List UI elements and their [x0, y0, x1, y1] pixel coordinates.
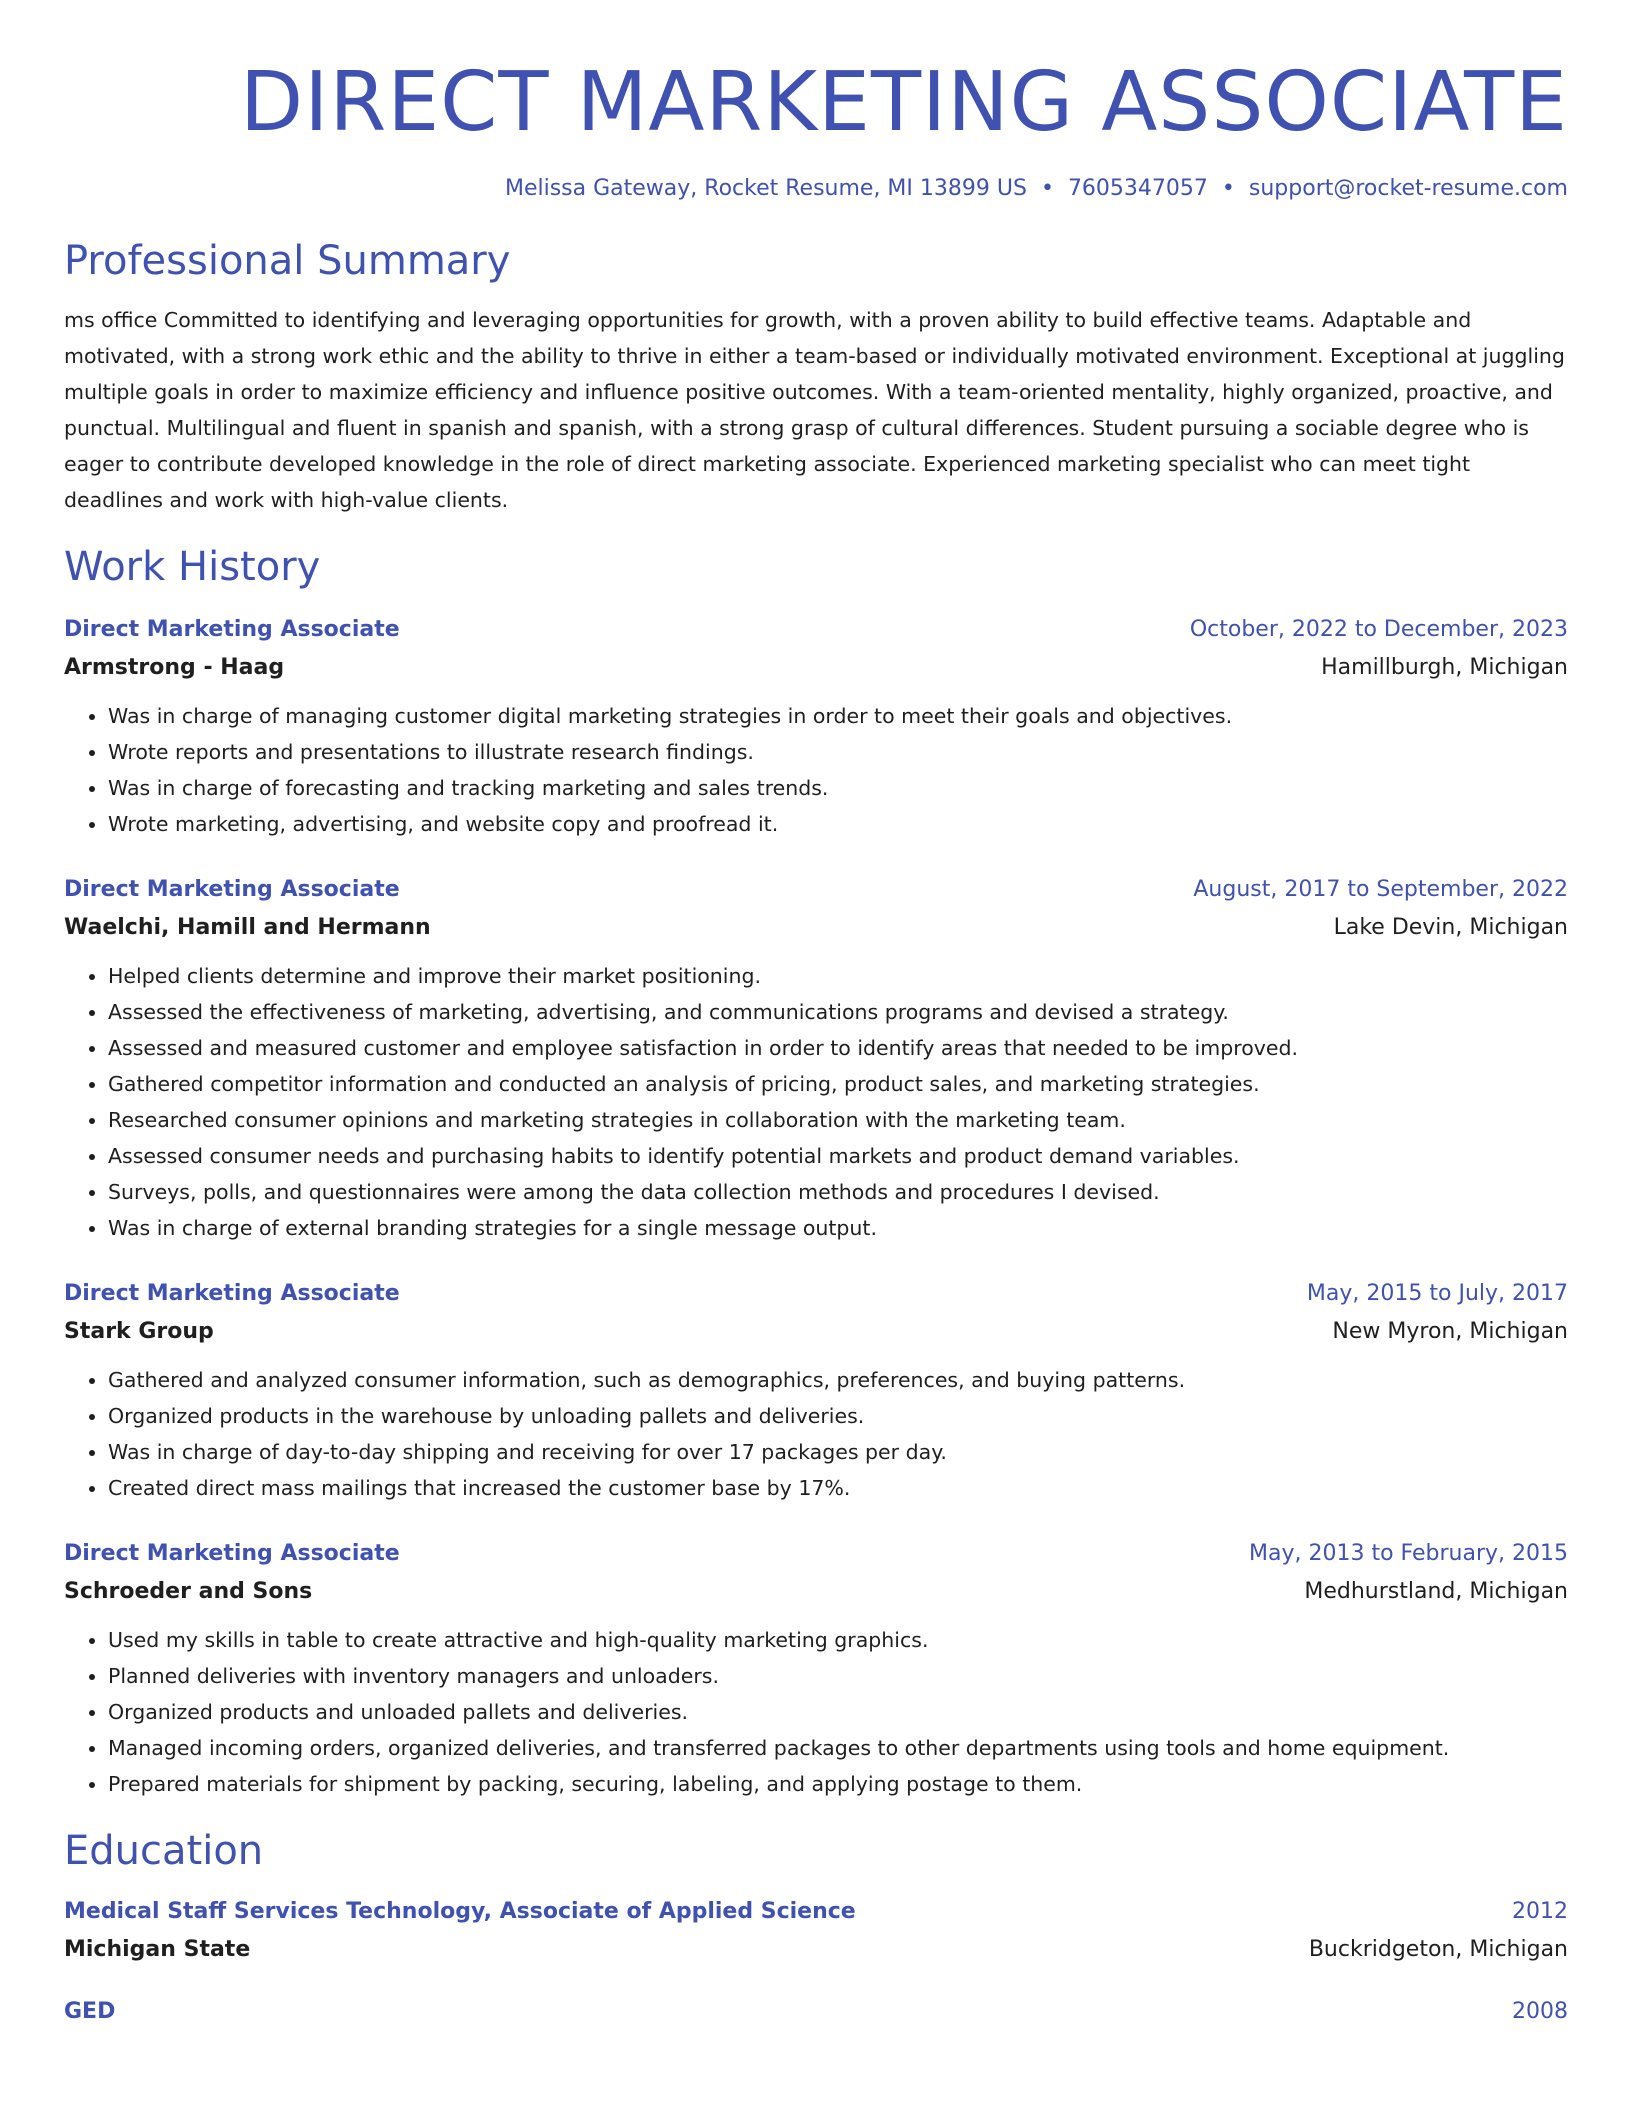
summary-heading: Professional Summary — [64, 238, 511, 284]
job-entry — [64, 1536, 1568, 1802]
job-header-row — [64, 612, 1568, 648]
job-entry — [64, 1276, 1568, 1506]
job-bullet: • Created direct mass mailings that increased the customer base by 17%. — [108, 1470, 1568, 1506]
job-dates: October, 2022 to December, 2023 — [1189, 617, 1568, 642]
job-bullet: • Was in charge of day-to-day shipping and receiving for over 17 packages per day. — [108, 1434, 1568, 1470]
contact-line — [64, 174, 1568, 204]
job-location: Medhurstland, Michigan — [1304, 1579, 1568, 1604]
education-entry — [64, 1994, 1568, 2030]
education-header-row — [64, 1894, 1568, 1930]
work-history-heading: Work History — [64, 544, 321, 590]
job-bullet: • Wrote marketing, advertising, and website copy and proofread it. — [108, 806, 1568, 842]
job-bullets — [64, 958, 1568, 1246]
job-title: Direct Marketing Associate — [64, 1281, 400, 1306]
work-history-list — [64, 612, 1568, 1802]
job-title: Direct Marketing Associate — [64, 877, 400, 902]
education-year: 2008 — [1512, 1999, 1568, 2024]
job-bullet: • Researched consumer opinions and marketing strategies in collaboration with the marketing team. — [108, 1102, 1568, 1138]
job-entry — [64, 612, 1568, 842]
job-bullet: • Assessed the effectiveness of marketing, advertising, and communications programs and devised a strategy. — [108, 994, 1568, 1030]
job-bullet: • Used my skills in table to create attractive and high-quality marketing graphics. — [108, 1622, 1568, 1658]
job-company-row — [64, 648, 1568, 688]
job-title: Direct Marketing Associate — [64, 1541, 400, 1566]
resume-page — [64, 0, 1568, 2030]
contact-email[interactable]: support@rocket-resume.com — [1248, 176, 1568, 201]
education-degree: Medical Staff Services Technology, Associate of Applied Science — [64, 1899, 856, 1924]
job-bullet: • Wrote reports and presentations to illustrate research findings. — [108, 734, 1568, 770]
job-bullet: • Organized products and unloaded pallets and deliveries. — [108, 1694, 1568, 1730]
education-year: 2012 — [1512, 1899, 1568, 1924]
job-bullet: • Was in charge of managing customer digital marketing strategies in order to meet their goals and objectives. — [108, 698, 1568, 734]
job-bullet: • Surveys, polls, and questionnaires were among the data collection methods and procedures I devised. — [108, 1174, 1568, 1210]
job-bullets — [64, 1362, 1568, 1506]
contact-address: Melissa Gateway, Rocket Resume, MI 13899 US — [504, 176, 1027, 201]
job-header-row — [64, 1536, 1568, 1572]
contact-separator: • — [1040, 176, 1054, 201]
job-company: Stark Group — [64, 1319, 214, 1344]
job-bullet: • Planned deliveries with inventory managers and unloaders. — [108, 1658, 1568, 1694]
job-company: Waelchi, Hamill and Hermann — [64, 915, 431, 940]
education-list — [64, 1894, 1568, 2030]
job-bullet: • Assessed consumer needs and purchasing habits to identify potential markets and product demand variables. — [108, 1138, 1568, 1174]
job-dates: May, 2015 to July, 2017 — [1306, 1281, 1568, 1306]
job-bullets — [64, 698, 1568, 842]
job-company: Armstrong - Haag — [64, 655, 285, 680]
summary-text: ms office Committed to identifying and leveraging opportunities for growth, with a proven ability to build effective teams. Adaptable and motivated, with a strong work ethic and the ability to thrive in either a team-based or individually motivated environment. Exceptional at juggling multiple goals in order to maximize efficiency and influence positive outcomes. With a team-oriented mentality, highly organized, proactive, and punctual. Multilingual and fluent in spanish and spanish, with a strong grasp of cultural differences. Student pursuing a sociable degree who is eager to contribute developed knowledge in the role of direct marketing associate. Experienced marketing specialist who can meet tight deadlines and work with high-value clients. — [64, 308, 1565, 512]
job-bullet: • Gathered and analyzed consumer information, such as demographics, preferences, and buying patterns. — [108, 1362, 1568, 1398]
job-header-row — [64, 872, 1568, 908]
education-location: Buckridgeton, Michigan — [1308, 1937, 1568, 1962]
job-bullet: • Gathered competitor information and conducted an analysis of pricing, product sales, and marketing strategies. — [108, 1066, 1568, 1102]
job-bullet: • Managed incoming orders, organized deliveries, and transferred packages to other departments using tools and home equipment. — [108, 1730, 1568, 1766]
resume-title: DIRECT MARKETING ASSOCIATE — [240, 55, 1568, 150]
job-company-row — [64, 1312, 1568, 1352]
education-school: Michigan State — [64, 1937, 251, 1962]
job-title: Direct Marketing Associate — [64, 617, 400, 642]
job-bullet: • Helped clients determine and improve their market positioning. — [108, 958, 1568, 994]
job-dates: August, 2017 to September, 2022 — [1193, 877, 1568, 902]
job-company: Schroeder and Sons — [64, 1579, 313, 1604]
job-bullet: • Organized products in the warehouse by unloading pallets and deliveries. — [108, 1398, 1568, 1434]
contact-separator: • — [1221, 176, 1235, 201]
job-bullet: • Was in charge of external branding strategies for a single message output. — [108, 1210, 1568, 1246]
education-header-row — [64, 1994, 1568, 2030]
job-location: Hamillburgh, Michigan — [1321, 655, 1568, 680]
job-location: Lake Devin, Michigan — [1333, 915, 1568, 940]
job-company-row — [64, 1572, 1568, 1612]
job-bullet: • Was in charge of forecasting and tracking marketing and sales trends. — [108, 770, 1568, 806]
job-location: New Myron, Michigan — [1332, 1319, 1568, 1344]
job-entry — [64, 872, 1568, 1246]
education-degree: GED — [64, 1999, 116, 2024]
job-dates: May, 2013 to February, 2015 — [1249, 1541, 1568, 1566]
education-heading: Education — [64, 1828, 264, 1874]
job-bullet: • Prepared materials for shipment by packing, securing, labeling, and applying postage to them. — [108, 1766, 1568, 1802]
job-bullet: • Assessed and measured customer and employee satisfaction in order to identify areas that needed to be improved. — [108, 1030, 1568, 1066]
contact-phone: 7605347057 — [1067, 176, 1208, 201]
education-entry — [64, 1894, 1568, 1970]
education-school-row — [64, 1930, 1568, 1970]
job-bullets — [64, 1622, 1568, 1802]
job-header-row — [64, 1276, 1568, 1312]
job-company-row — [64, 908, 1568, 948]
